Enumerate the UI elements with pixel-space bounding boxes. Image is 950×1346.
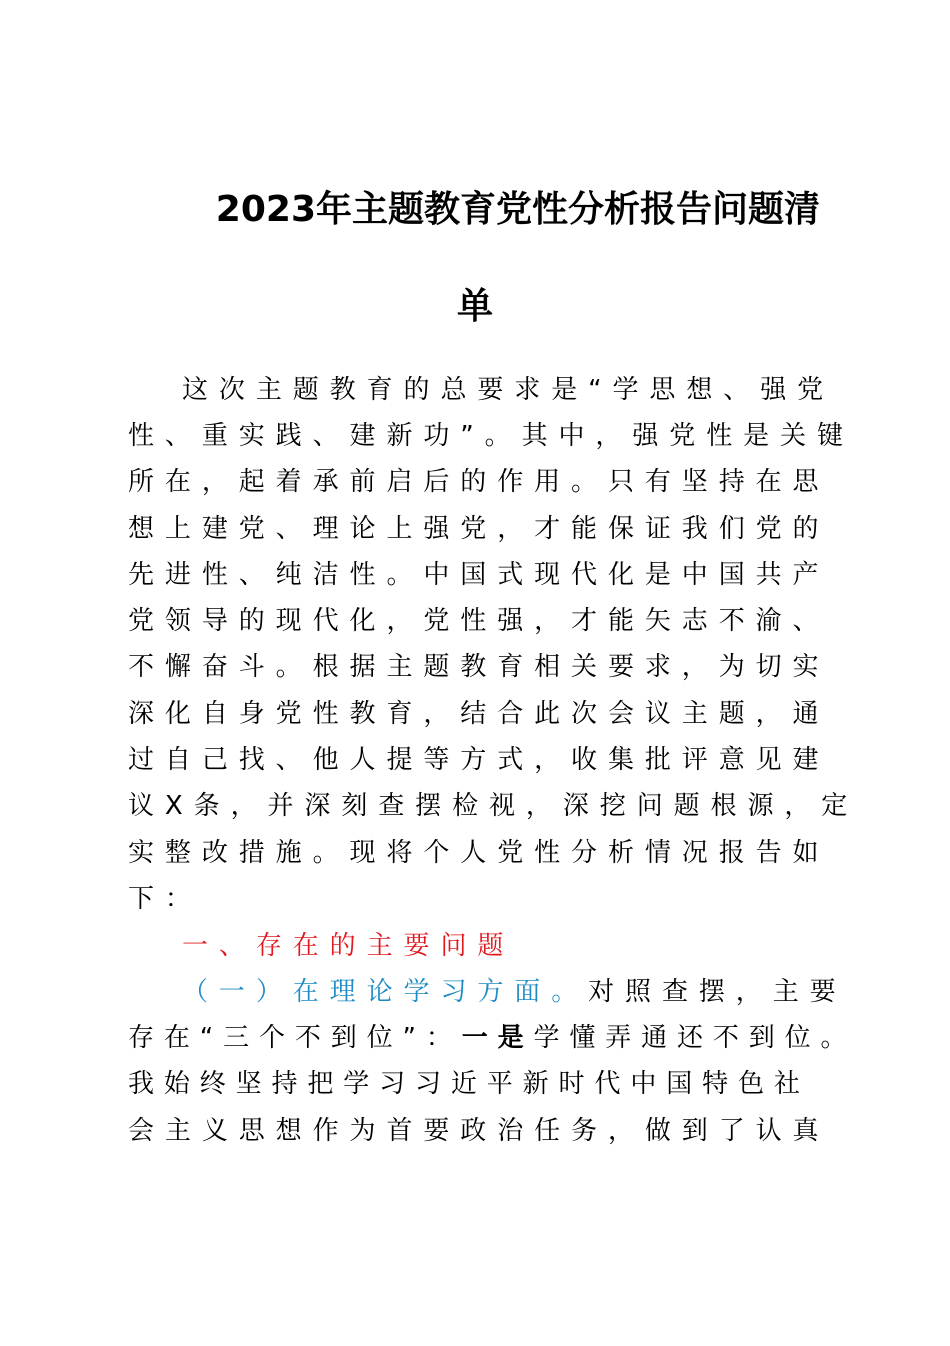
intro-line: 不懈奋斗。根据主题教育相关要求，为切实 [128,652,830,682]
intro-line: 这次主题教育的总要求是“学思想、强党 [182,375,835,405]
subsection-label: （一）在理论学习方面。 [182,977,589,1007]
emphasis-text: 一是 [461,1023,534,1053]
subsection-text: 对照查摆，主要 [588,977,847,1007]
intro-line: 想上建党、理论上强党，才能保证我们党的 [128,514,830,544]
body-line [128,1021,857,1055]
body-line: 会主义思想作为首要政治任务，做到了认真 [128,1116,830,1146]
intro-line: 先进性、纯洁性。中国式现代化是中国共产 [128,560,830,590]
intro-line: 党领导的现代化，党性强，才能矢志不渝、 [128,606,830,636]
intro-line: 议X条，并深刻查摆检视，深挖问题根源，定 [128,791,859,821]
subsection-paragraph [182,975,882,1009]
intro-line: 实整改措施。现将个人党性分析情况报告如 [128,838,830,868]
body-line: 我始终坚持把学习习近平新时代中国特色社 [128,1069,810,1099]
body-text: 学懂弄通还不到位。 [533,1023,857,1053]
section-heading: 一、存在的主要问题 [182,931,515,961]
intro-line: 所在，起着承前启后的作用。只有坚持在思 [128,467,830,497]
intro-line: 深化自身党性教育，结合此次会议主题，通 [128,699,830,729]
intro-line: 过自己找、他人提等方式，收集批评意见建 [128,745,830,775]
intro-line: 下： [128,884,202,914]
doc-title-line-2: 单 [456,286,493,327]
doc-title-line-1: 2023年主题教育党性分析报告问题清 [215,189,820,230]
intro-line: 性、重实践、建新功”。其中，强党性是关键 [128,421,854,451]
body-text: 存在“三个不到位”： [128,1023,462,1053]
